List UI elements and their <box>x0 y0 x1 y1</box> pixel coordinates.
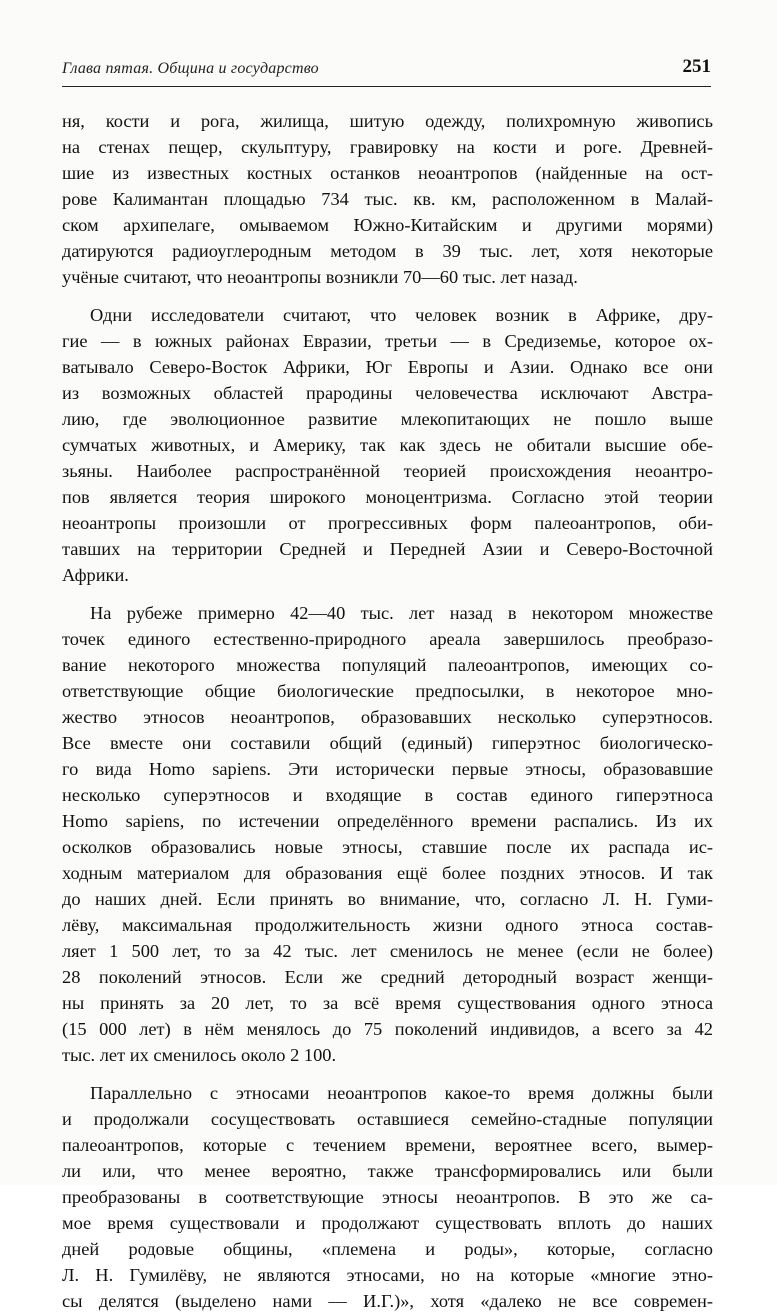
paragraph <box>62 302 713 588</box>
text-line: датируются радиоуглеродным методом в 39 тыс. лет, хотя некоторые <box>62 241 713 261</box>
text-line: из возможных областей прародины человечества исключают Австра- <box>62 383 713 403</box>
text-line: Все вместе они составили общий (единый) гиперэтнос биологическо- <box>62 733 713 753</box>
text-line: неоантропы произошли от прогрессивных форм палеоантропов, оби- <box>62 513 713 533</box>
paragraph-gap <box>62 290 713 302</box>
text-line: На рубеже примерно 42—40 тыс. лет назад в некотором множестве <box>90 603 713 623</box>
text-line: лию, где эволюционное развитие млекопитающих не пошло выше <box>62 409 713 429</box>
text-line: сумчатых животных, и Америку, так как здесь не обитали высшие обе- <box>62 435 713 455</box>
text-line: Одни исследователи считают, что человек возник в Африке, дру- <box>90 305 713 325</box>
text-line: несколько суперэтносов и входящие в состав единого гиперэтноса <box>62 785 713 805</box>
text-line: ня, кости и рога, жилища, шитую одежду, полихромную живопись <box>62 111 713 131</box>
text-line: рове Калимантан площадью 734 тыс. кв. км, расположенном в Малай- <box>62 189 713 209</box>
text-line: мое время существовали и продолжают существовать вплоть до наших <box>62 1213 713 1233</box>
page-header <box>62 56 711 87</box>
text-line: Homo sapiens, по истечении определённого времени распались. Из их <box>62 811 713 831</box>
text-line: точек единого естественно-природного ареала завершилось преобразо- <box>62 629 713 649</box>
text-line: ходным материалом для образования ещё более поздних этносов. И так <box>62 863 713 883</box>
text-line: Л. Н. Гумилёву, не являются этносами, но на которые «многие этно- <box>62 1265 713 1285</box>
page-number: 251 <box>682 56 711 77</box>
text-line: и продолжали сосуществовать оставшиеся семейно-стадные популяции <box>62 1109 713 1129</box>
text-line: учёные считают, что неоантропы возникли 70—60 тыс. лет назад. <box>62 267 578 287</box>
text-line: шие из известных костных останков неоантропов (найденные на ост- <box>62 163 713 183</box>
text-line: преобразованы в соответствующие этносы неоантропов. В это же са- <box>62 1187 713 1207</box>
running-head: Глава пятая. Община и государство <box>62 60 319 77</box>
text-line: ляет 1 500 лет, то за 42 тыс. лет сменилось не менее (если не более) <box>62 941 713 961</box>
text-line: ли или, что менее вероятно, также трансформировались или были <box>62 1161 713 1181</box>
paragraph <box>62 1080 713 1314</box>
text-line: Африки. <box>62 565 129 585</box>
text-line: палеоантропов, которые с течением времени, вероятнее всего, вымер- <box>62 1135 713 1155</box>
paragraph <box>62 600 713 1068</box>
body-text <box>62 108 713 1314</box>
text-line: ватывало Северо-Восток Африки, Юг Европы и Азии. Однако все они <box>62 357 713 377</box>
text-line: осколков образовались новые этносы, ставшие после их распада ис- <box>62 837 713 857</box>
text-line: 28 поколений этносов. Если же средний детородный возраст женщи- <box>62 967 713 987</box>
text-line: сы делятся (выделено нами — И.Г.)», хотя «далеко не все современ- <box>62 1291 713 1311</box>
paragraph <box>62 108 713 290</box>
text-line: (15 000 лет) в нём менялось до 75 поколений индивидов, а всего за 42 <box>62 1019 713 1039</box>
text-line: лёву, максимальная продолжительность жизни одного этноса состав- <box>62 915 713 935</box>
paragraph-gap <box>62 1068 713 1080</box>
text-line: пов является теория широкого моноцентризма. Согласно этой теории <box>62 487 713 507</box>
text-line: дней родовые общины, «племена и роды», которые, согласно <box>62 1239 713 1259</box>
text-line: го вида Homo sapiens. Эти исторически первые этносы, образовавшие <box>62 759 713 779</box>
text-line: зьяны. Наиболее распространённой теорией происхождения неоантро- <box>62 461 713 481</box>
paragraph-gap <box>62 588 713 600</box>
text-line: ответствующие общие биологические предпосылки, в некоторое мно- <box>62 681 713 701</box>
text-line: на стенах пещер, скульптуру, гравировку на кости и роге. Древней- <box>62 137 713 157</box>
text-line: ны принять за 20 лет, то за всё время существования одного этноса <box>62 993 713 1013</box>
text-line: тавших на территории Средней и Передней Азии и Северо-Восточной <box>62 539 713 559</box>
text-line: Параллельно с этносами неоантропов какое-то время должны были <box>90 1083 713 1103</box>
text-line: до наших дней. Если принять во внимание, что, согласно Л. Н. Гуми- <box>62 889 713 909</box>
text-line: гие — в южных районах Евразии, третьи — в Средиземье, которое ох- <box>62 331 713 351</box>
text-line: вание некоторого множества популяций палеоантропов, имеющих со- <box>62 655 713 675</box>
text-line: жество этносов неоантропов, образовавших несколько суперэтносов. <box>62 707 713 727</box>
text-line: тыс. лет их сменилось около 2 100. <box>62 1045 337 1065</box>
text-line: ском архипелаге, омываемом Южно-Китайским и другими морями) <box>62 215 713 235</box>
